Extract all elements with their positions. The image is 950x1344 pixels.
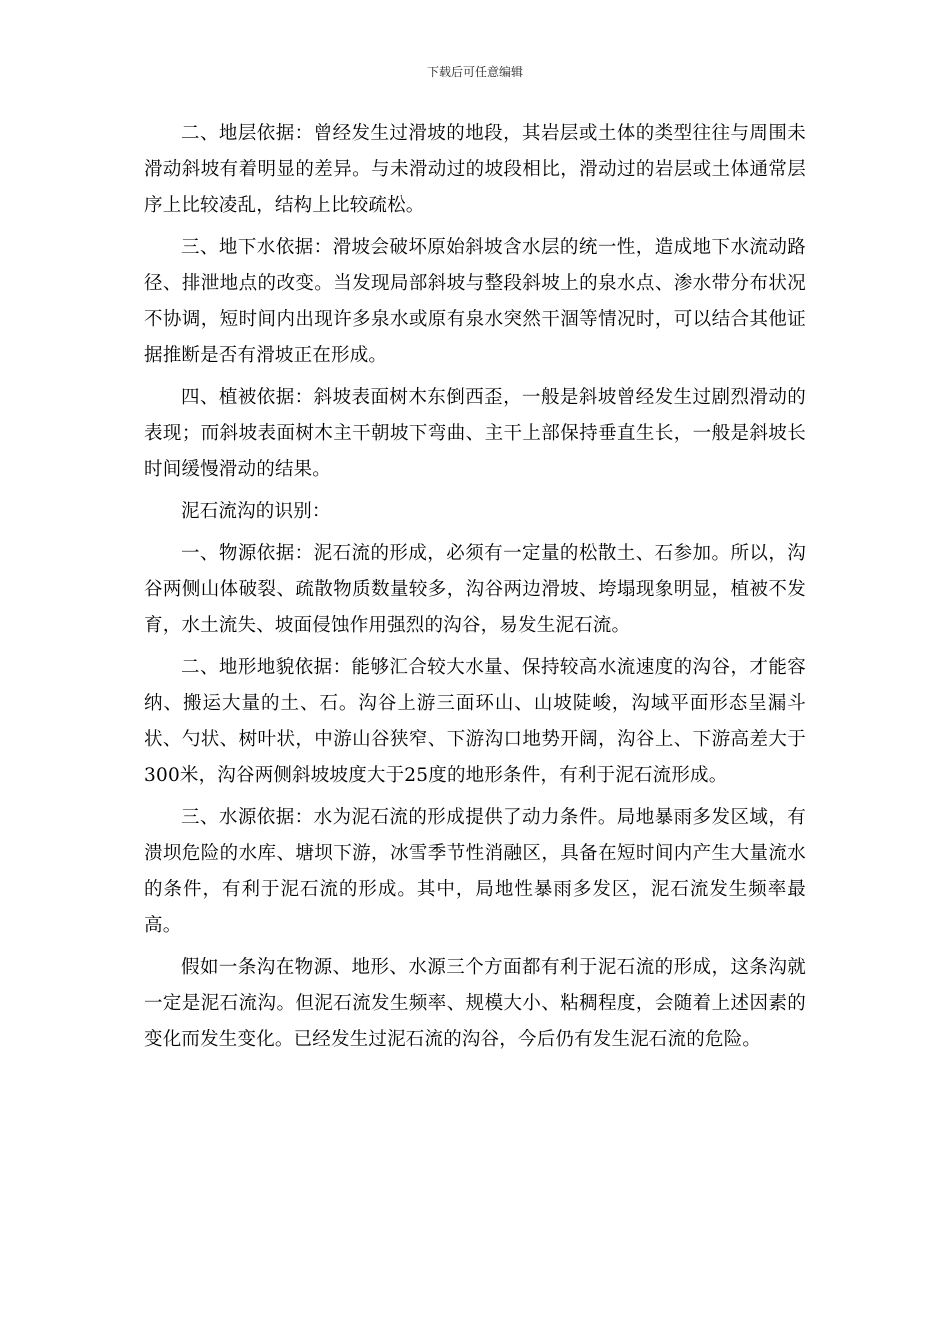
paragraph-vegetation-evidence: 四、植被依据：斜坡表面树木东倒西歪，一般是斜坡曾经发生过剧烈滑动的表现；而斜坡表面树木主干朝坡下弯曲、主干上部保持垂直生长，一般是斜坡长时间缓慢滑动的结果。 <box>144 387 806 480</box>
paragraph-landform-evidence: 二、地形地貌依据：能够汇合较大水量、保持较高水流速度的沟谷，才能容纳、搬运大量的土、石。沟谷上游三面环山、山坡陡峻，沟域平面形态呈漏斗状、勺状、树叶状，中游山谷狭窄、下游沟口地势开阔，沟谷上、下游高差大于300米，沟谷两侧斜坡坡度大于25度的地形条件，有利于泥石流形成。 <box>144 657 806 786</box>
section-heading-debris-flow: 泥石流沟的识别： <box>181 501 331 522</box>
paragraph-water-source-evidence: 三、水源依据：水为泥石流的形成提供了动力条件。局地暴雨多发区域，有溃坝危险的水库、塘坝下游，冰雪季节性消融区，具备在短时间内产生大量流水的条件，有利于泥石流的形成。其中，局地性暴雨多发区，泥石流发生频率最高。 <box>144 807 806 936</box>
page-header: 下载后可任意编辑 <box>426 65 523 79</box>
paragraph-conclusion: 假如一条沟在物源、地形、水源三个方面都有利于泥石流的形成，这条沟就一定是泥石流沟。但泥石流发生频率、规模大小、粘稠程度，会随着上述因素的变化而发生变化。已经发生过泥石流的沟谷，今后仍有发生泥石流的危险。 <box>144 957 806 1050</box>
paragraph-stratum-evidence: 二、地层依据：曾经发生过滑坡的地段，其岩层或土体的类型往往与周围未滑动斜坡有着明显的差异。与未滑动过的坡段相比，滑动过的岩层或土体通常层序上比较凌乱，结构上比较疏松。 <box>144 123 806 216</box>
paragraph-material-source-evidence: 一、物源依据：泥石流的形成，必须有一定量的松散土、石参加。所以，沟谷两侧山体破裂、疏散物质数量较多，沟谷两边滑坡、垮塌现象明显，植被不发育，水土流失、坡面侵蚀作用强烈的沟谷，易发生泥石流。 <box>144 543 806 636</box>
document-body <box>144 116 806 1064</box>
paragraph-groundwater-evidence: 三、地下水依据：滑坡会破坏原始斜坡含水层的统一性，造成地下水流动路径、排泄地点的改变。当发现局部斜坡与整段斜坡上的泉水点、渗水带分布状况不协调，短时间内出现许多泉水或原有泉水突然干涸等情况时，可以结合其他证据推断是否有滑坡正在形成。 <box>144 237 806 366</box>
